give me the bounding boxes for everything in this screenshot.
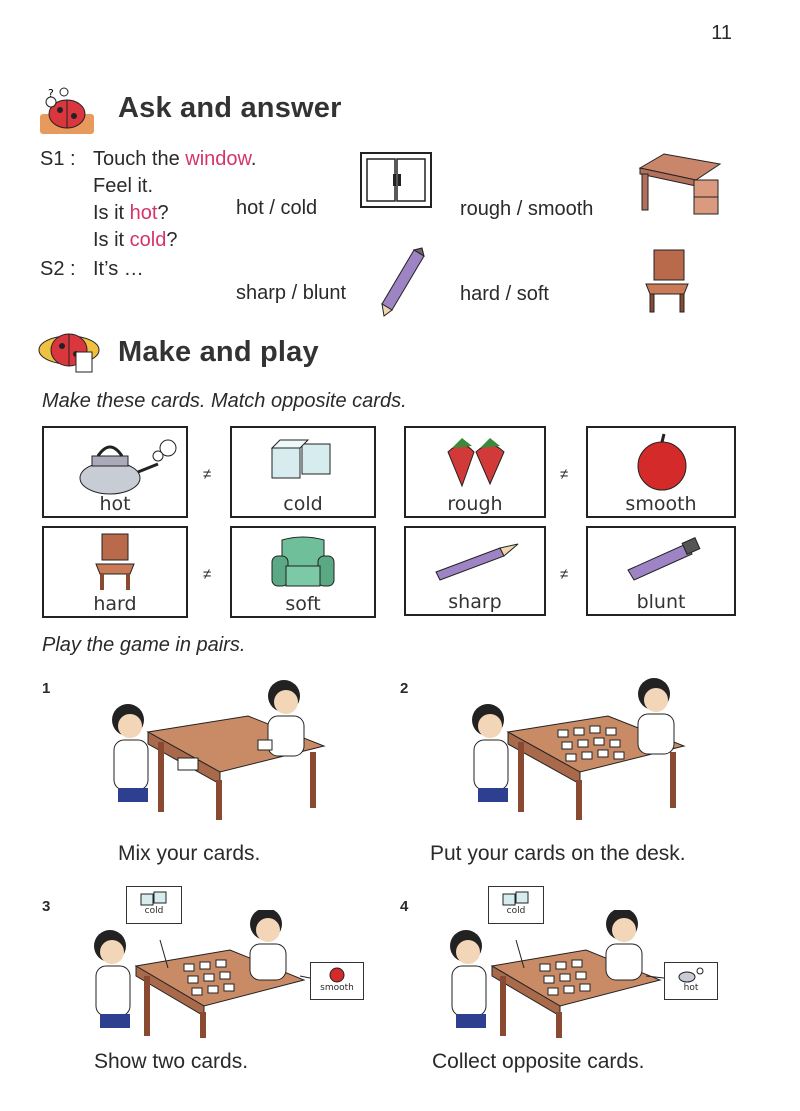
card-hot xyxy=(42,426,188,518)
card-hard xyxy=(42,526,188,618)
mini-card-hot xyxy=(664,962,718,1000)
dialogue-line-3: Is it hot? xyxy=(93,202,169,224)
apple-icon xyxy=(632,432,692,492)
step-number: 1 xyxy=(42,680,51,697)
play-instruction: Play the game in pairs. xyxy=(42,634,246,656)
armchair-icon xyxy=(268,534,338,592)
card-label: rough xyxy=(447,493,503,515)
dialogue-line-4: Is it cold? xyxy=(93,229,178,251)
not-equal-sign: ≠ xyxy=(560,466,569,483)
card-blunt xyxy=(586,526,736,616)
not-equal-sign: ≠ xyxy=(203,466,212,483)
mix-cards-illustration xyxy=(98,672,338,822)
kettle-icon xyxy=(676,965,706,983)
s2-label: S2 : xyxy=(40,258,76,280)
step-caption: Put your cards on the desk. xyxy=(430,842,686,865)
sharp-pencil-icon xyxy=(432,538,522,582)
kettle-icon xyxy=(72,434,182,496)
card-sharp xyxy=(404,526,546,616)
ice-cubes-icon xyxy=(501,890,531,906)
mini-card-cold xyxy=(126,886,182,924)
card-label: smooth xyxy=(625,493,697,515)
step-number: 2 xyxy=(400,680,409,697)
dialogue-line-2: Feel it. xyxy=(93,175,154,197)
step-caption: Show two cards. xyxy=(94,1050,249,1073)
ask-answer-title: Ask and answer xyxy=(118,92,342,124)
mini-card-label: cold xyxy=(144,906,164,916)
show-cards-illustration xyxy=(80,910,340,1040)
pair-sharp-blunt: sharp / blunt xyxy=(236,282,347,304)
ice-cubes-icon xyxy=(268,438,338,484)
collect-cards-illustration xyxy=(436,910,696,1040)
pair-hot-cold: hot / cold xyxy=(236,197,318,219)
pencil-icon xyxy=(378,246,428,318)
pair-hard-soft: hard / soft xyxy=(460,283,549,305)
step-caption: Collect opposite cards. xyxy=(432,1050,645,1073)
desk-icon xyxy=(636,150,724,216)
apple-icon xyxy=(327,965,347,983)
card-soft xyxy=(230,526,376,618)
s2-text: It’s … xyxy=(93,258,144,280)
mini-card-cold xyxy=(488,886,544,924)
dialogue-line-1: Touch the window. xyxy=(93,148,257,170)
blunt-pencil-icon xyxy=(624,534,704,582)
not-equal-sign: ≠ xyxy=(560,566,569,583)
window-icon xyxy=(358,150,434,212)
mini-card-label: smooth xyxy=(320,983,354,993)
chair-icon xyxy=(90,532,140,592)
step-caption: Mix your cards. xyxy=(118,842,261,865)
step-number: 3 xyxy=(42,898,51,915)
card-label: hard xyxy=(93,593,137,615)
card-label: sharp xyxy=(448,591,502,613)
chair-icon xyxy=(640,248,696,314)
ice-cubes-icon xyxy=(139,890,169,906)
not-equal-sign: ≠ xyxy=(203,566,212,583)
card-label: blunt xyxy=(636,591,686,613)
ladybug-icon xyxy=(38,84,96,136)
card-label: cold xyxy=(283,493,323,515)
ladybug-scissors-icon xyxy=(36,322,102,378)
card-label: hot xyxy=(99,493,131,515)
mini-card-smooth xyxy=(310,962,364,1000)
card-cold xyxy=(230,426,376,518)
make-play-title: Make and play xyxy=(118,336,319,368)
page-number: 11 xyxy=(711,22,732,44)
svg-text:?: ? xyxy=(48,87,54,100)
desk-cards-illustration xyxy=(458,672,698,822)
step-number: 4 xyxy=(400,898,409,915)
mini-card-label: cold xyxy=(506,906,526,916)
card-rough xyxy=(404,426,546,518)
make-instruction: Make these cards. Match opposite cards. xyxy=(42,390,407,412)
s1-label: S1 : xyxy=(40,148,76,170)
mini-card-label: hot xyxy=(683,983,699,993)
card-label: soft xyxy=(285,593,321,615)
pair-rough-smooth: rough / smooth xyxy=(460,198,594,220)
card-smooth xyxy=(586,426,736,518)
strawberry-icon xyxy=(442,434,512,490)
